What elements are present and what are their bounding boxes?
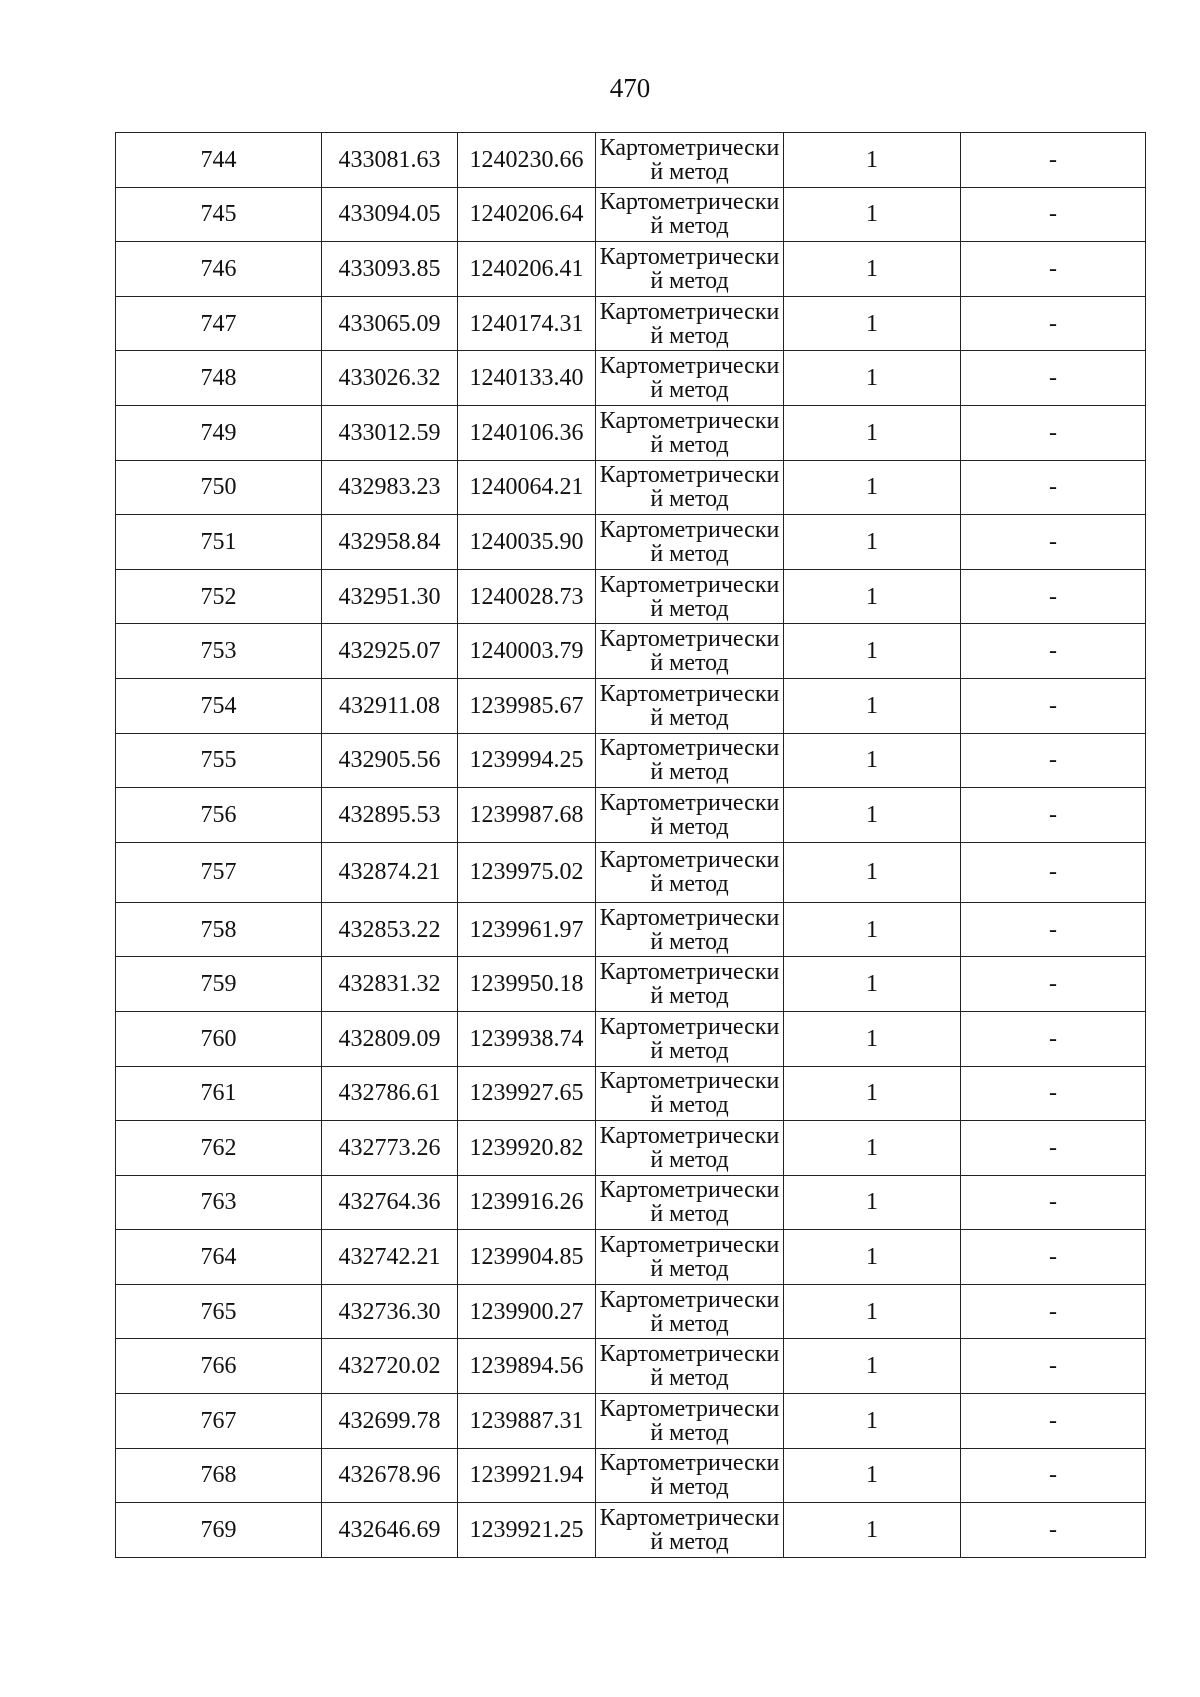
point-number-cell: 757: [116, 842, 322, 902]
accuracy-cell: 1: [784, 515, 961, 570]
method-text: Картометрический метод: [599, 1286, 780, 1337]
x-coordinate-cell: 432895.53: [322, 788, 458, 843]
point-number-cell: 765: [116, 1284, 322, 1339]
y-coordinate-cell: 1240206.64: [458, 187, 596, 242]
x-coordinate-cell: 433093.85: [322, 242, 458, 297]
accuracy-cell: 1: [784, 678, 961, 733]
table-row: [116, 1175, 1146, 1230]
point-number-cell: 758: [116, 902, 322, 957]
point-number-cell: 753: [116, 624, 322, 679]
x-coordinate-cell: 432720.02: [322, 1339, 458, 1394]
point-number-cell: 751: [116, 515, 322, 570]
note-cell: -: [961, 788, 1146, 843]
y-coordinate-cell: 1239921.94: [458, 1448, 596, 1503]
x-coordinate-cell: 433012.59: [322, 405, 458, 460]
table-row: [116, 1448, 1146, 1503]
accuracy-cell: 1: [784, 1339, 961, 1394]
y-coordinate-cell: 1239975.02: [458, 842, 596, 902]
accuracy-cell: 1: [784, 1066, 961, 1121]
table-row: [116, 678, 1146, 733]
table-row: [116, 957, 1146, 1012]
method-cell: [596, 733, 784, 788]
note-cell: -: [961, 733, 1146, 788]
method-cell: [596, 296, 784, 351]
accuracy-cell: 1: [784, 842, 961, 902]
table-row: [116, 1230, 1146, 1285]
x-coordinate-cell: 432983.23: [322, 460, 458, 515]
coordinates-table: [115, 132, 1146, 1558]
accuracy-cell: 1: [784, 351, 961, 406]
method-cell: [596, 624, 784, 679]
accuracy-cell: 1: [784, 788, 961, 843]
x-coordinate-cell: 432764.36: [322, 1175, 458, 1230]
method-cell: [596, 1066, 784, 1121]
accuracy-cell: 1: [784, 1230, 961, 1285]
method-cell: [596, 1503, 784, 1558]
y-coordinate-cell: 1240206.41: [458, 242, 596, 297]
table-row: [116, 733, 1146, 788]
method-text: Картометрический метод: [599, 904, 780, 955]
x-coordinate-cell: 432853.22: [322, 902, 458, 957]
note-cell: -: [961, 1284, 1146, 1339]
x-coordinate-cell: 432678.96: [322, 1448, 458, 1503]
method-text: Картометрический метод: [599, 243, 780, 294]
note-cell: -: [961, 624, 1146, 679]
table-row: [116, 133, 1146, 188]
method-text: Картометрический метод: [599, 1177, 780, 1228]
table-row: [116, 460, 1146, 515]
table-row: [116, 842, 1146, 902]
point-number-cell: 766: [116, 1339, 322, 1394]
table-row: [116, 1121, 1146, 1176]
x-coordinate-cell: 432874.21: [322, 842, 458, 902]
x-coordinate-cell: 432958.84: [322, 515, 458, 570]
note-cell: -: [961, 405, 1146, 460]
method-cell: [596, 1339, 784, 1394]
table-row: [116, 351, 1146, 406]
method-cell: [596, 351, 784, 406]
point-number-cell: 767: [116, 1394, 322, 1449]
method-text: Картометрический метод: [599, 680, 780, 731]
method-text: Картометрический метод: [599, 847, 780, 898]
table-row: [116, 515, 1146, 570]
y-coordinate-cell: 1239920.82: [458, 1121, 596, 1176]
point-number-cell: 747: [116, 296, 322, 351]
x-coordinate-cell: 433081.63: [322, 133, 458, 188]
y-coordinate-cell: 1240003.79: [458, 624, 596, 679]
method-text: Картометрический метод: [599, 735, 780, 786]
point-number-cell: 759: [116, 957, 322, 1012]
point-number-cell: 762: [116, 1121, 322, 1176]
method-cell: [596, 1175, 784, 1230]
y-coordinate-cell: 1239927.65: [458, 1066, 596, 1121]
point-number-cell: 760: [116, 1011, 322, 1066]
method-text: Картометрический метод: [599, 353, 780, 404]
y-coordinate-cell: 1239985.67: [458, 678, 596, 733]
method-text: Картометрический метод: [599, 134, 780, 185]
method-cell: [596, 1230, 784, 1285]
note-cell: -: [961, 515, 1146, 570]
note-cell: -: [961, 957, 1146, 1012]
method-text: Картометрический метод: [599, 1013, 780, 1064]
accuracy-cell: 1: [784, 733, 961, 788]
method-cell: [596, 460, 784, 515]
point-number-cell: 756: [116, 788, 322, 843]
y-coordinate-cell: 1239887.31: [458, 1394, 596, 1449]
note-cell: -: [961, 1011, 1146, 1066]
y-coordinate-cell: 1239904.85: [458, 1230, 596, 1285]
table-row: [116, 624, 1146, 679]
method-cell: [596, 1394, 784, 1449]
x-coordinate-cell: 433065.09: [322, 296, 458, 351]
y-coordinate-cell: 1240064.21: [458, 460, 596, 515]
method-text: Картометрический метод: [599, 789, 780, 840]
x-coordinate-cell: 432951.30: [322, 569, 458, 624]
table-row: [116, 405, 1146, 460]
method-cell: [596, 242, 784, 297]
method-text: Картометрический метод: [599, 462, 780, 513]
table-row: [116, 242, 1146, 297]
y-coordinate-cell: 1239950.18: [458, 957, 596, 1012]
method-cell: [596, 678, 784, 733]
point-number-cell: 755: [116, 733, 322, 788]
method-text: Картометрический метод: [599, 1122, 780, 1173]
point-number-cell: 750: [116, 460, 322, 515]
note-cell: -: [961, 296, 1146, 351]
table-row: [116, 1503, 1146, 1558]
table-row: [116, 1339, 1146, 1394]
note-cell: -: [961, 1394, 1146, 1449]
x-coordinate-cell: 432736.30: [322, 1284, 458, 1339]
method-cell: [596, 515, 784, 570]
note-cell: -: [961, 678, 1146, 733]
x-coordinate-cell: 432911.08: [322, 678, 458, 733]
accuracy-cell: 1: [784, 1448, 961, 1503]
method-cell: [596, 1284, 784, 1339]
method-cell: [596, 902, 784, 957]
method-text: Картометрический метод: [599, 1505, 780, 1556]
note-cell: -: [961, 133, 1146, 188]
note-cell: -: [961, 902, 1146, 957]
accuracy-cell: 1: [784, 1503, 961, 1558]
method-text: Картометрический метод: [599, 1395, 780, 1446]
note-cell: -: [961, 1121, 1146, 1176]
point-number-cell: 764: [116, 1230, 322, 1285]
point-number-cell: 752: [116, 569, 322, 624]
note-cell: -: [961, 242, 1146, 297]
point-number-cell: 761: [116, 1066, 322, 1121]
method-text: Картометрический метод: [599, 1232, 780, 1283]
accuracy-cell: 1: [784, 296, 961, 351]
accuracy-cell: 1: [784, 1121, 961, 1176]
point-number-cell: 768: [116, 1448, 322, 1503]
table-row: [116, 1066, 1146, 1121]
accuracy-cell: 1: [784, 187, 961, 242]
table-row: [116, 788, 1146, 843]
method-cell: [596, 1121, 784, 1176]
table-body: [116, 133, 1146, 1558]
method-text: Картометрический метод: [599, 626, 780, 677]
y-coordinate-cell: 1240174.31: [458, 296, 596, 351]
method-cell: [596, 842, 784, 902]
note-cell: -: [961, 1230, 1146, 1285]
note-cell: -: [961, 569, 1146, 624]
point-number-cell: 748: [116, 351, 322, 406]
method-cell: [596, 957, 784, 1012]
x-coordinate-cell: 432699.78: [322, 1394, 458, 1449]
accuracy-cell: 1: [784, 902, 961, 957]
method-text: Картометрический метод: [599, 407, 780, 458]
point-number-cell: 763: [116, 1175, 322, 1230]
accuracy-cell: 1: [784, 460, 961, 515]
method-text: Картометрический метод: [599, 1068, 780, 1119]
y-coordinate-cell: 1239987.68: [458, 788, 596, 843]
table-row: [116, 1284, 1146, 1339]
point-number-cell: 746: [116, 242, 322, 297]
accuracy-cell: 1: [784, 405, 961, 460]
y-coordinate-cell: 1239961.97: [458, 902, 596, 957]
note-cell: -: [961, 1339, 1146, 1394]
note-cell: -: [961, 1175, 1146, 1230]
accuracy-cell: 1: [784, 133, 961, 188]
x-coordinate-cell: 432646.69: [322, 1503, 458, 1558]
y-coordinate-cell: 1240133.40: [458, 351, 596, 406]
y-coordinate-cell: 1239921.25: [458, 1503, 596, 1558]
y-coordinate-cell: 1239900.27: [458, 1284, 596, 1339]
y-coordinate-cell: 1239916.26: [458, 1175, 596, 1230]
y-coordinate-cell: 1239894.56: [458, 1339, 596, 1394]
method-cell: [596, 133, 784, 188]
accuracy-cell: 1: [784, 957, 961, 1012]
accuracy-cell: 1: [784, 624, 961, 679]
note-cell: -: [961, 187, 1146, 242]
point-number-cell: 745: [116, 187, 322, 242]
method-cell: [596, 187, 784, 242]
method-text: Картометрический метод: [599, 298, 780, 349]
accuracy-cell: 1: [784, 242, 961, 297]
method-text: Картометрический метод: [599, 1450, 780, 1501]
method-cell: [596, 1011, 784, 1066]
point-number-cell: 769: [116, 1503, 322, 1558]
x-coordinate-cell: 432925.07: [322, 624, 458, 679]
method-text: Картометрический метод: [599, 189, 780, 240]
note-cell: -: [961, 842, 1146, 902]
table-row: [116, 1394, 1146, 1449]
table-row: [116, 296, 1146, 351]
table-row: [116, 187, 1146, 242]
y-coordinate-cell: 1240035.90: [458, 515, 596, 570]
accuracy-cell: 1: [784, 569, 961, 624]
method-text: Картометрический метод: [599, 959, 780, 1010]
method-cell: [596, 405, 784, 460]
method-cell: [596, 1448, 784, 1503]
method-text: Картометрический метод: [599, 571, 780, 622]
page-number: 470: [609, 73, 651, 103]
x-coordinate-cell: 432742.21: [322, 1230, 458, 1285]
y-coordinate-cell: 1240106.36: [458, 405, 596, 460]
point-number-cell: 749: [116, 405, 322, 460]
x-coordinate-cell: 433026.32: [322, 351, 458, 406]
y-coordinate-cell: 1240230.66: [458, 133, 596, 188]
x-coordinate-cell: 432786.61: [322, 1066, 458, 1121]
y-coordinate-cell: 1239938.74: [458, 1011, 596, 1066]
y-coordinate-cell: 1239994.25: [458, 733, 596, 788]
accuracy-cell: 1: [784, 1284, 961, 1339]
point-number-cell: 754: [116, 678, 322, 733]
method-text: Картометрический метод: [599, 1341, 780, 1392]
note-cell: -: [961, 460, 1146, 515]
x-coordinate-cell: 433094.05: [322, 187, 458, 242]
accuracy-cell: 1: [784, 1011, 961, 1066]
point-number-cell: 744: [116, 133, 322, 188]
note-cell: -: [961, 1448, 1146, 1503]
table-row: [116, 902, 1146, 957]
x-coordinate-cell: 432905.56: [322, 733, 458, 788]
method-cell: [596, 569, 784, 624]
table-row: [116, 569, 1146, 624]
method-cell: [596, 788, 784, 843]
x-coordinate-cell: 432809.09: [322, 1011, 458, 1066]
note-cell: -: [961, 1066, 1146, 1121]
accuracy-cell: 1: [784, 1394, 961, 1449]
y-coordinate-cell: 1240028.73: [458, 569, 596, 624]
accuracy-cell: 1: [784, 1175, 961, 1230]
note-cell: -: [961, 351, 1146, 406]
x-coordinate-cell: 432831.32: [322, 957, 458, 1012]
x-coordinate-cell: 432773.26: [322, 1121, 458, 1176]
table-row: [116, 1011, 1146, 1066]
method-text: Картометрический метод: [599, 516, 780, 567]
note-cell: -: [961, 1503, 1146, 1558]
